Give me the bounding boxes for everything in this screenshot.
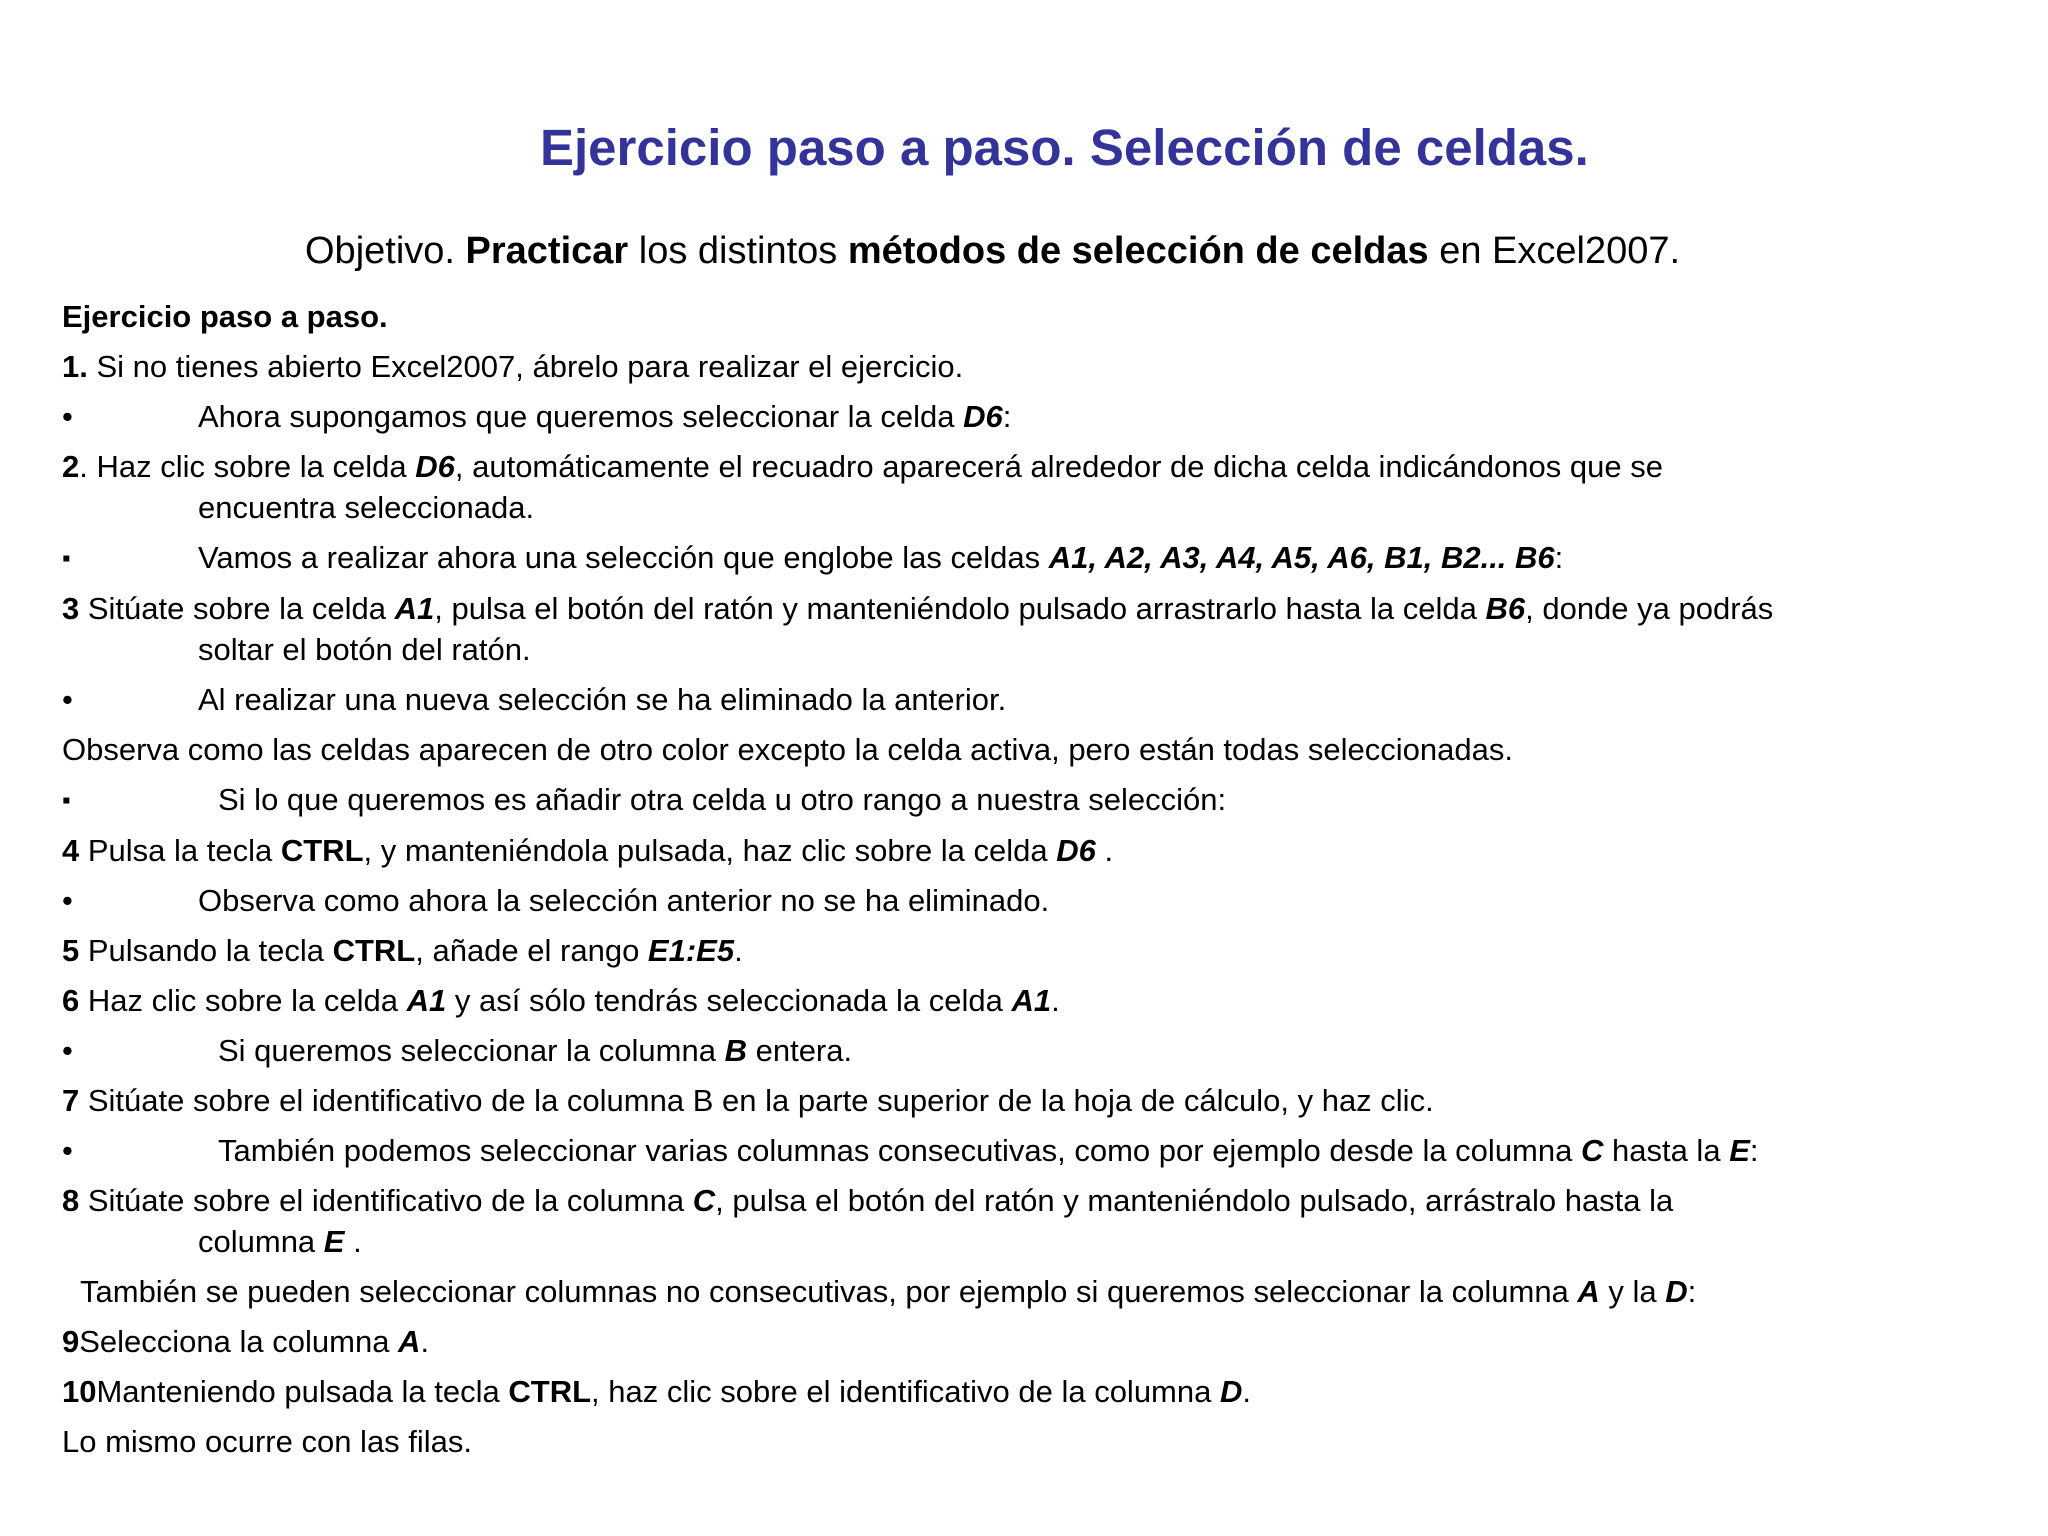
step-number: 10 [62, 1374, 97, 1409]
step-8 [62, 1180, 2010, 1262]
step-continuation: soltar el botón del ratón. [198, 632, 531, 667]
bullet-text: Al realizar una nueva selección se ha eliminado la anterior. [198, 682, 1007, 717]
step-text: Manteniendo pulsada la tecla [96, 1374, 509, 1409]
cell-ref: D6 [1056, 833, 1096, 868]
step-text-2: , añade el rango [415, 933, 648, 968]
step-4 [62, 830, 2010, 871]
step-10 [62, 1371, 2010, 1412]
step-text-2: , y manteniéndola pulsada, haz clic sobre la celda [363, 833, 1057, 868]
column-ref: E [323, 1224, 345, 1259]
objective-bold-methods: métodos de selección de celdas [847, 230, 1429, 272]
step-9 [62, 1321, 2010, 1362]
cell-ref: A1 [394, 591, 435, 626]
page-title: Ejercicio paso a paso. Selección de celdas. [540, 119, 1589, 176]
bullet-text: Si lo que queremos es añadir otra celda u otro rango a nuestra selección: [218, 782, 1227, 817]
step-number: 1. [62, 349, 88, 384]
step-number: 9 [62, 1324, 80, 1359]
step-continuation [62, 1221, 2010, 1262]
step-continuation: encuentra seleccionada. [198, 490, 535, 525]
column-ref: D [1665, 1274, 1688, 1309]
bullet-end: : [1002, 399, 1012, 434]
bullet-text: También podemos seleccionar varias columnas consecutivas, como por ejemplo desde la columna [218, 1133, 1581, 1168]
cell-ref: B6 [1485, 591, 1526, 626]
step-number: 8 [62, 1183, 80, 1218]
column-ref: A [1577, 1274, 1600, 1309]
objective-line [305, 230, 1680, 273]
bullet-mid: hasta la [1603, 1133, 1730, 1168]
cell-ref: A1, A2, A3, A4, A5, A6, B1, B2... B6 [1048, 540, 1555, 575]
bullet-text: Ahora supongamos que queremos seleccionar la celda [198, 399, 964, 434]
step-text-3: . [734, 933, 743, 968]
key-name: CTRL [280, 833, 364, 868]
continuation-text: columna [198, 1224, 324, 1259]
paragraph-text: También se pueden seleccionar columnas no consecutivas, por ejemplo si queremos seleccionar la columna [80, 1274, 1578, 1309]
cell-ref: D6 [415, 449, 455, 484]
paragraph-text: Lo mismo ocurre con las filas. [62, 1424, 473, 1459]
bullet-text: Vamos a realizar ahora una selección que englobe las celdas [198, 540, 1049, 575]
objective-bold-practicar: Practicar [465, 230, 629, 272]
exercise-body [62, 296, 2010, 1471]
paragraph-observe [62, 729, 2010, 770]
step-text-3: , donde ya podrás [1525, 591, 1774, 626]
objective-prefix: Objetivo. [305, 230, 466, 272]
bullet-marker: • [62, 1033, 73, 1068]
step-text-3: . [1051, 983, 1060, 1018]
bullet-end: : [1554, 540, 1564, 575]
step-text-2: , haz clic sobre el identificativo de la columna [591, 1374, 1220, 1409]
continuation-end: . [344, 1224, 362, 1259]
step-5 [62, 930, 2010, 971]
bullet-marker: • [62, 883, 73, 918]
step-text: Pulsa la tecla [79, 833, 281, 868]
step-6 [62, 980, 2010, 1021]
step-text-2: , automáticamente el recuadro aparecerá alrededor de dicha celda indicándonos que se [454, 449, 1663, 484]
bullet-marker: • [62, 399, 73, 434]
step-text: Si no tienes abierto Excel2007, ábrelo para realizar el ejercicio. [87, 349, 964, 384]
step-text: Pulsando la tecla [79, 933, 333, 968]
objective-mid: los distintos [628, 230, 848, 272]
step-text: Sitúate sobre el identificativo de la columna B en la parte superior de la hoja de cálculo, y haz clic. [79, 1083, 1434, 1118]
step-number: 2 [62, 449, 80, 484]
step-1 [62, 346, 2010, 387]
step-text: Haz clic sobre la celda [79, 983, 407, 1018]
key-name: CTRL [508, 1374, 592, 1409]
paragraph-end: : [1687, 1274, 1697, 1309]
paragraph-rows [62, 1421, 2010, 1462]
square-bullet-marker: ▪ [62, 545, 71, 572]
cell-ref: A1 [406, 983, 447, 1018]
column-ref: E [1729, 1133, 1750, 1168]
step-3 [62, 588, 2010, 670]
bullet-5 [62, 880, 2010, 921]
bullet-3 [62, 679, 2010, 720]
column-ref: B [724, 1033, 747, 1068]
bullet-1 [62, 396, 2010, 437]
section-heading-text: Ejercicio paso a paso. [62, 299, 388, 334]
bullet-7 [62, 1130, 2010, 1171]
step-text: Sitúate sobre el identificativo de la columna [79, 1183, 693, 1218]
bullet-marker: • [62, 682, 73, 717]
bullet-text: Observa como ahora la selección anterior no se ha eliminado. [198, 883, 1050, 918]
step-number: 5 [62, 933, 80, 968]
paragraph-text: Observa como las celdas aparecen de otro color excepto la celda activa, pero están todas seleccionadas. [62, 732, 1513, 767]
step-text-2: . [420, 1324, 430, 1359]
bullet-end: : [1749, 1133, 1759, 1168]
key-name: CTRL [332, 933, 416, 968]
cell-ref: D6 [963, 399, 1003, 434]
square-bullet-marker: ▪ [62, 787, 71, 814]
step-number: 6 [62, 983, 80, 1018]
step-number: 7 [62, 1083, 80, 1118]
bullet-marker: • [62, 1133, 73, 1168]
step-text: Selecciona la columna [79, 1324, 399, 1359]
step-text-2: , pulsa el botón del ratón y manteniéndolo pulsado, arrástralo hasta la [715, 1183, 1674, 1218]
bullet-2 [62, 537, 2010, 579]
objective-suffix: en Excel2007. [1428, 230, 1681, 272]
step-number: 4 [62, 833, 80, 868]
bullet-text: Si queremos seleccionar la columna [218, 1033, 725, 1068]
step-text: Sitúate sobre la celda [79, 591, 395, 626]
step-text-3: . [1242, 1374, 1251, 1409]
column-ref: C [1580, 1133, 1604, 1168]
step-text-3: . [1095, 833, 1114, 868]
bullet-end: entera. [746, 1033, 853, 1068]
range-ref: E1:E5 [647, 933, 735, 968]
bullet-6 [62, 1030, 2010, 1071]
column-ref: A [398, 1324, 421, 1359]
step-text: . Haz clic sobre la celda [79, 449, 416, 484]
step-2 [62, 446, 2010, 528]
step-number: 3 [62, 591, 80, 626]
step-text-2: y así sólo tendrás seleccionada la celda [446, 983, 1012, 1018]
column-ref: C [692, 1183, 716, 1218]
paragraph-non-consecutive [62, 1271, 2010, 1312]
bullet-4 [62, 779, 2010, 821]
paragraph-mid: y la [1599, 1274, 1666, 1309]
step-7 [62, 1080, 2010, 1121]
section-heading [62, 296, 2010, 337]
step-text-2: , pulsa el botón del ratón y manteniéndolo pulsado arrastrarlo hasta la celda [434, 591, 1486, 626]
column-ref: D [1219, 1374, 1243, 1409]
cell-ref: A1 [1011, 983, 1052, 1018]
